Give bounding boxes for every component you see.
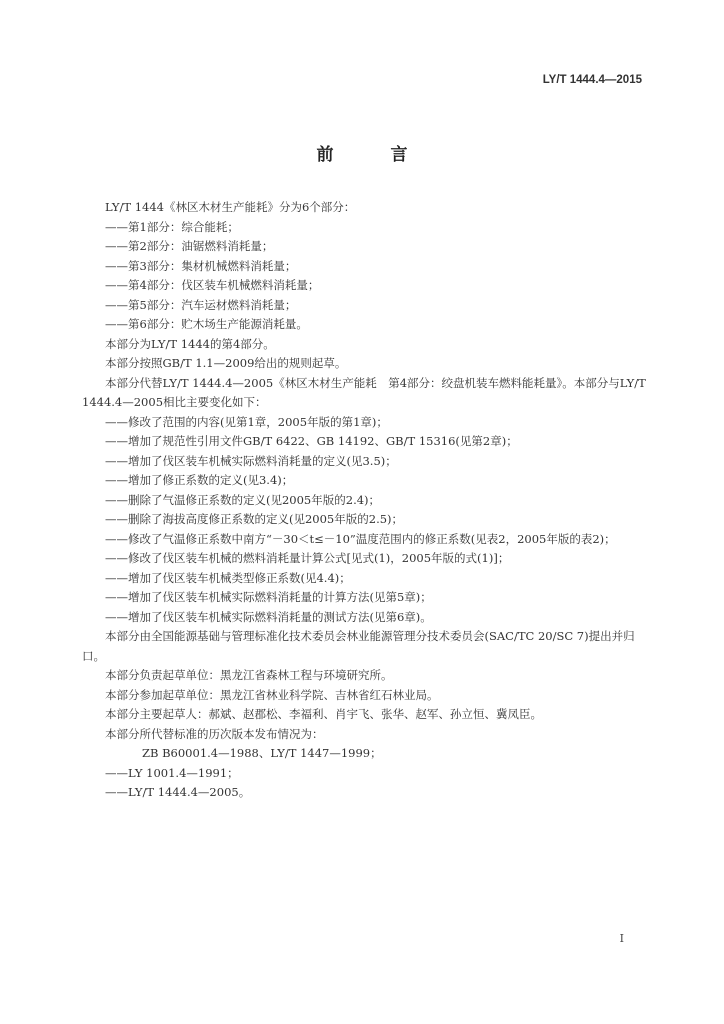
list-item: ——增加了规范性引用文件GB/T 6422、GB 14192、GB/T 15316(见第2章)； (105, 434, 518, 448)
paragraph: LY/T 1444《林区木材生产能耗》分为6个部分： (105, 200, 356, 214)
list-item: ——第1部分：综合能耗； (105, 219, 239, 234)
foreword-body (82, 198, 646, 803)
list-item: ——LY 1001.4—1991； (105, 765, 239, 780)
list-item: ——第4部分：伐区装车机械燃料消耗量； (105, 278, 320, 292)
standard-code: LY/T 1444.4—2015 (542, 74, 642, 86)
list-item: ——修改了范围的内容(见第1章，2005年版的第1章)； (105, 414, 388, 429)
paragraph: 本部分由全国能源基础与管理标准化技术委员会林业能源管理分技术委员会(SAC/TC 20/SC 7)提出并归口。 (82, 629, 635, 663)
list-item: ——增加了伐区装车机械实际燃料消耗量的计算方法(见第5章)； (105, 590, 432, 604)
list-item: ——增加了伐区装车机械实际燃料消耗量的测试方法(见第6章)。 (105, 609, 432, 624)
list-item: ——增加了修正系数的定义(见3.4)； (105, 473, 294, 487)
paragraph: 本部分为LY/T 1444的第4部分。 (105, 336, 275, 351)
list-item: ——第2部分：油锯燃料消耗量； (105, 239, 274, 253)
paragraph: 本部分负责起草单位：黑龙江省森林工程与环境研究所。 (105, 668, 393, 682)
list-item: ——删除了海拔高度修正系数的定义(见2005年版的2.5)； (105, 512, 404, 526)
list-item: ——第6部分：贮木场生产能源消耗量。 (105, 317, 308, 331)
list-item: ——增加了伐区装车机械类型修正系数(见4.4)； (105, 570, 351, 585)
list-item: ——删除了气温修正系数的定义(见2005年版的2.4)； (105, 492, 381, 507)
list-item: ——第3部分：集材机械燃料消耗量； (105, 258, 297, 273)
paragraph: 本部分参加起草单位：黑龙江省林业科学院、吉林省红石林业局。 (105, 687, 439, 702)
paragraph: 本部分按照GB/T 1.1—2009给出的规则起草。 (105, 356, 347, 370)
list-item: ——第5部分：汽车运材燃料消耗量； (105, 297, 297, 312)
page-title: 前 言 (316, 145, 428, 165)
list-item: ——增加了伐区装车机械实际燃料消耗量的定义(见3.5)； (105, 453, 397, 468)
paragraph: 本部分代替LY/T 1444.4—2005《林区木材生产能耗 第4部分：绞盘机装车燃料能耗量》。本部分与LY/T 1444.4—2005相比主要变化如下： (82, 375, 646, 409)
page-number: I (619, 932, 624, 945)
paragraph: 本部分主要起草人：郝斌、赵郡松、李福利、肖宇飞、张华、赵军、孙立恒、冀凤臣。 (105, 707, 542, 721)
list-item: ZB B60001.4—1988、LY/T 1447—1999； (142, 746, 382, 760)
list-item: ——修改了气温修正系数中南方“－30＜t≤－10”温度范围内的修正系数(见表2，2005年版的表2)； (105, 531, 616, 546)
list-item: ——LY/T 1444.4—2005。 (105, 785, 251, 799)
list-item: ——修改了伐区装车机械的燃料消耗量计算公式[见式(1)，2005年版的式(1)]； (105, 551, 510, 565)
paragraph: 本部分所代替标准的历次版本发布情况为： (105, 726, 324, 741)
